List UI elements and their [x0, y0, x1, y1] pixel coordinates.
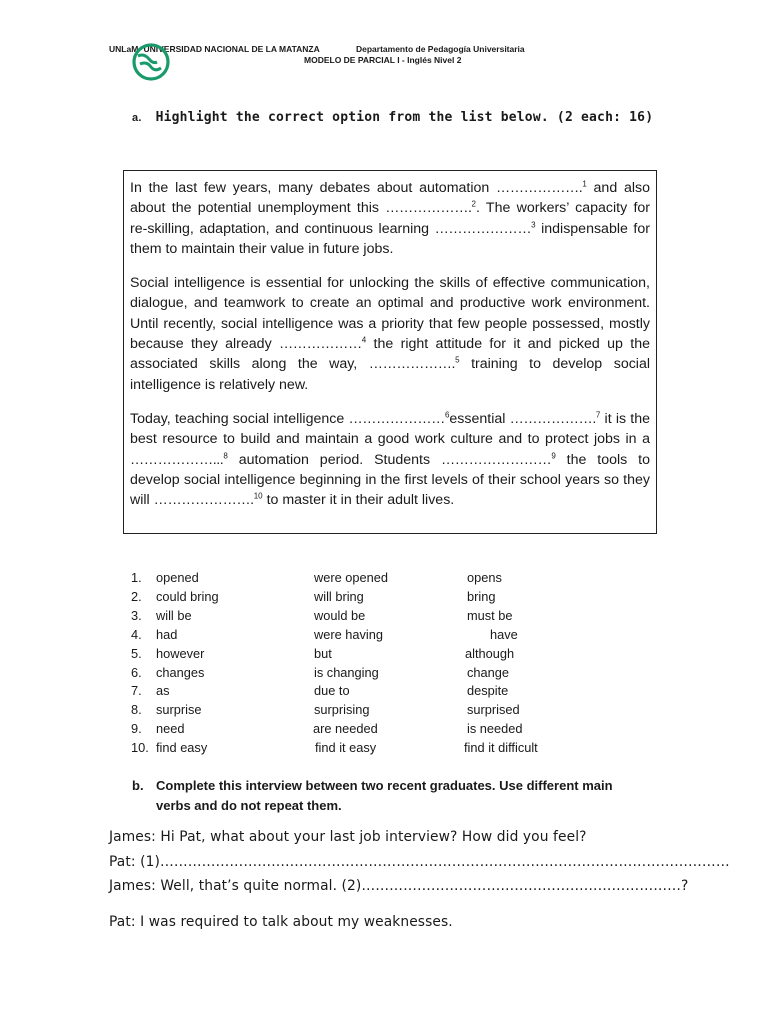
- option-choice[interactable]: surprise: [156, 702, 202, 718]
- institution-name: UNLaM- UNIVERSIDAD NACIONAL DE LA MATANZA: [109, 44, 320, 54]
- option-choice[interactable]: are needed: [313, 721, 378, 737]
- section-b-instruction-line1: Complete this interview between two recent graduates. Use different main: [156, 778, 613, 793]
- option-choice[interactable]: must be: [467, 607, 513, 623]
- dialogue-line: Pat: (1)……………………………………………………………………………………………………………: [109, 854, 730, 870]
- gap-number: 3: [531, 219, 536, 229]
- paragraph-text: essential: [449, 410, 510, 427]
- blank-gap: ……………………: [441, 451, 552, 468]
- option-number: 5.: [131, 645, 142, 661]
- option-choice[interactable]: will be: [156, 607, 192, 623]
- department-name: Departamento de Pedagogía Universitaria: [356, 44, 525, 54]
- paragraph-text: . The workers’ capacity for re-skilling, adaptation, and continuous learning: [130, 200, 650, 237]
- section-a-letter: a.: [132, 112, 142, 124]
- section-b-heading: [132, 776, 613, 816]
- gap-number: 10: [253, 491, 263, 501]
- option-choice[interactable]: have: [490, 626, 518, 642]
- gap-number: 4: [361, 335, 367, 345]
- blank-gap: ……………….: [368, 356, 456, 373]
- option-choice[interactable]: were having: [314, 626, 384, 642]
- gap-number: 5: [455, 355, 460, 365]
- option-number: 3.: [131, 607, 142, 623]
- cloze-text-box: [123, 170, 657, 534]
- paragraph-text: Today, teaching social intelligence: [130, 410, 349, 427]
- option-choice[interactable]: as: [156, 683, 170, 699]
- university-logo-icon: [131, 42, 171, 82]
- blank-gap: ………………...: [130, 451, 224, 468]
- dialogue-line: James: Hi Pat, what about your last job interview? How did you feel?: [109, 829, 587, 845]
- option-choice[interactable]: despite: [467, 683, 509, 699]
- paragraph: [130, 273, 650, 395]
- gap-number: 8: [223, 450, 228, 460]
- option-choice[interactable]: although: [465, 645, 515, 661]
- option-choice[interactable]: will bring: [314, 588, 364, 604]
- option-choice[interactable]: find easy: [156, 740, 208, 756]
- paragraph-text: and also about the potential unemployment this: [130, 180, 650, 217]
- gap-number: 9: [551, 450, 556, 460]
- gap-number: 2: [471, 199, 476, 209]
- option-number: 7.: [131, 683, 142, 699]
- section-b-instruction-line2: verbs and do not repeat them.: [156, 798, 342, 813]
- option-choice[interactable]: but: [314, 645, 332, 661]
- option-choice[interactable]: opens: [467, 570, 502, 585]
- option-choice[interactable]: is changing: [314, 664, 379, 680]
- paragraph-text: indispensable for them to maintain their value in future jobs.: [130, 220, 650, 257]
- dialogue-line: James: Well, that’s quite normal. (2)……………………………………………………………?: [109, 878, 689, 894]
- paragraph-text: automation period. Students: [227, 451, 441, 468]
- section-a-heading: [132, 110, 653, 125]
- option-number: 1.: [131, 570, 142, 585]
- gap-number: 6: [444, 410, 450, 420]
- option-number: 10.: [131, 740, 149, 756]
- option-choice[interactable]: due to: [314, 683, 350, 699]
- option-choice[interactable]: find it easy: [315, 740, 377, 756]
- paragraph-text: the tools to develop social intelligence beginning in the first levels of their school years so they will: [130, 451, 650, 509]
- blank-gap: ……………….: [385, 200, 472, 217]
- option-choice[interactable]: opened: [156, 570, 199, 585]
- option-number: 2.: [131, 588, 142, 604]
- blank-gap: ………………….: [153, 492, 254, 509]
- option-number: 9.: [131, 721, 142, 737]
- paragraph-text: the right attitude for it and picked up the associated skills along the way,: [130, 336, 650, 373]
- dialogue-line: Pat: I was required to talk about my weaknesses.: [109, 914, 453, 930]
- paragraph-text: In the last few years, many debates about automation: [130, 180, 497, 196]
- blank-gap: …………………: [434, 220, 532, 237]
- paragraph: [130, 409, 650, 510]
- option-number: 4.: [131, 626, 142, 642]
- section-b-letter: b.: [132, 778, 144, 793]
- blank-gap: …………………: [348, 410, 445, 427]
- section-a-instruction: Highlight the correct option from the list below. (2 each: 16): [155, 110, 654, 125]
- paragraph-text: Social intelligence is essential for unlocking the skills of effective communication, dialogue, and teamwork to create an optimal and productive work environment. Until recently, social intelligence was a priority that few people possessed, mostly because they already: [130, 275, 650, 353]
- blank-gap: ……………….: [509, 410, 596, 427]
- option-choice[interactable]: could bring: [156, 588, 219, 604]
- paragraph: [130, 178, 650, 259]
- blank-gap: ………………: [279, 336, 362, 353]
- option-number: 8.: [131, 702, 142, 718]
- gap-number: 1: [582, 179, 587, 189]
- option-choice[interactable]: were opened: [314, 570, 388, 585]
- document-subtitle: MODELO DE PARCIAL I - Inglés Nivel 2: [304, 55, 462, 65]
- paragraph-text: to master it in their adult lives.: [262, 492, 455, 509]
- paragraph-text: training to develop social intelligence is relatively new.: [130, 356, 651, 393]
- option-choice[interactable]: bring: [467, 588, 496, 604]
- option-choice[interactable]: had: [156, 626, 178, 642]
- paragraph-text: it is the best resource to build and maintain a good work culture and to protect jobs in a: [130, 410, 650, 448]
- option-number: 6.: [131, 664, 142, 680]
- option-choice[interactable]: is needed: [467, 721, 523, 737]
- option-choice[interactable]: surprised: [467, 702, 520, 718]
- gap-number: 7: [595, 410, 601, 420]
- option-choice[interactable]: find it difficult: [464, 740, 538, 756]
- option-choice[interactable]: surprising: [314, 702, 370, 718]
- option-choice[interactable]: changes: [156, 664, 205, 680]
- option-choice[interactable]: would be: [314, 607, 366, 623]
- option-choice[interactable]: need: [156, 721, 185, 737]
- option-choice[interactable]: change: [467, 664, 509, 680]
- blank-gap: ……………….: [496, 180, 583, 196]
- option-choice[interactable]: however: [156, 645, 205, 661]
